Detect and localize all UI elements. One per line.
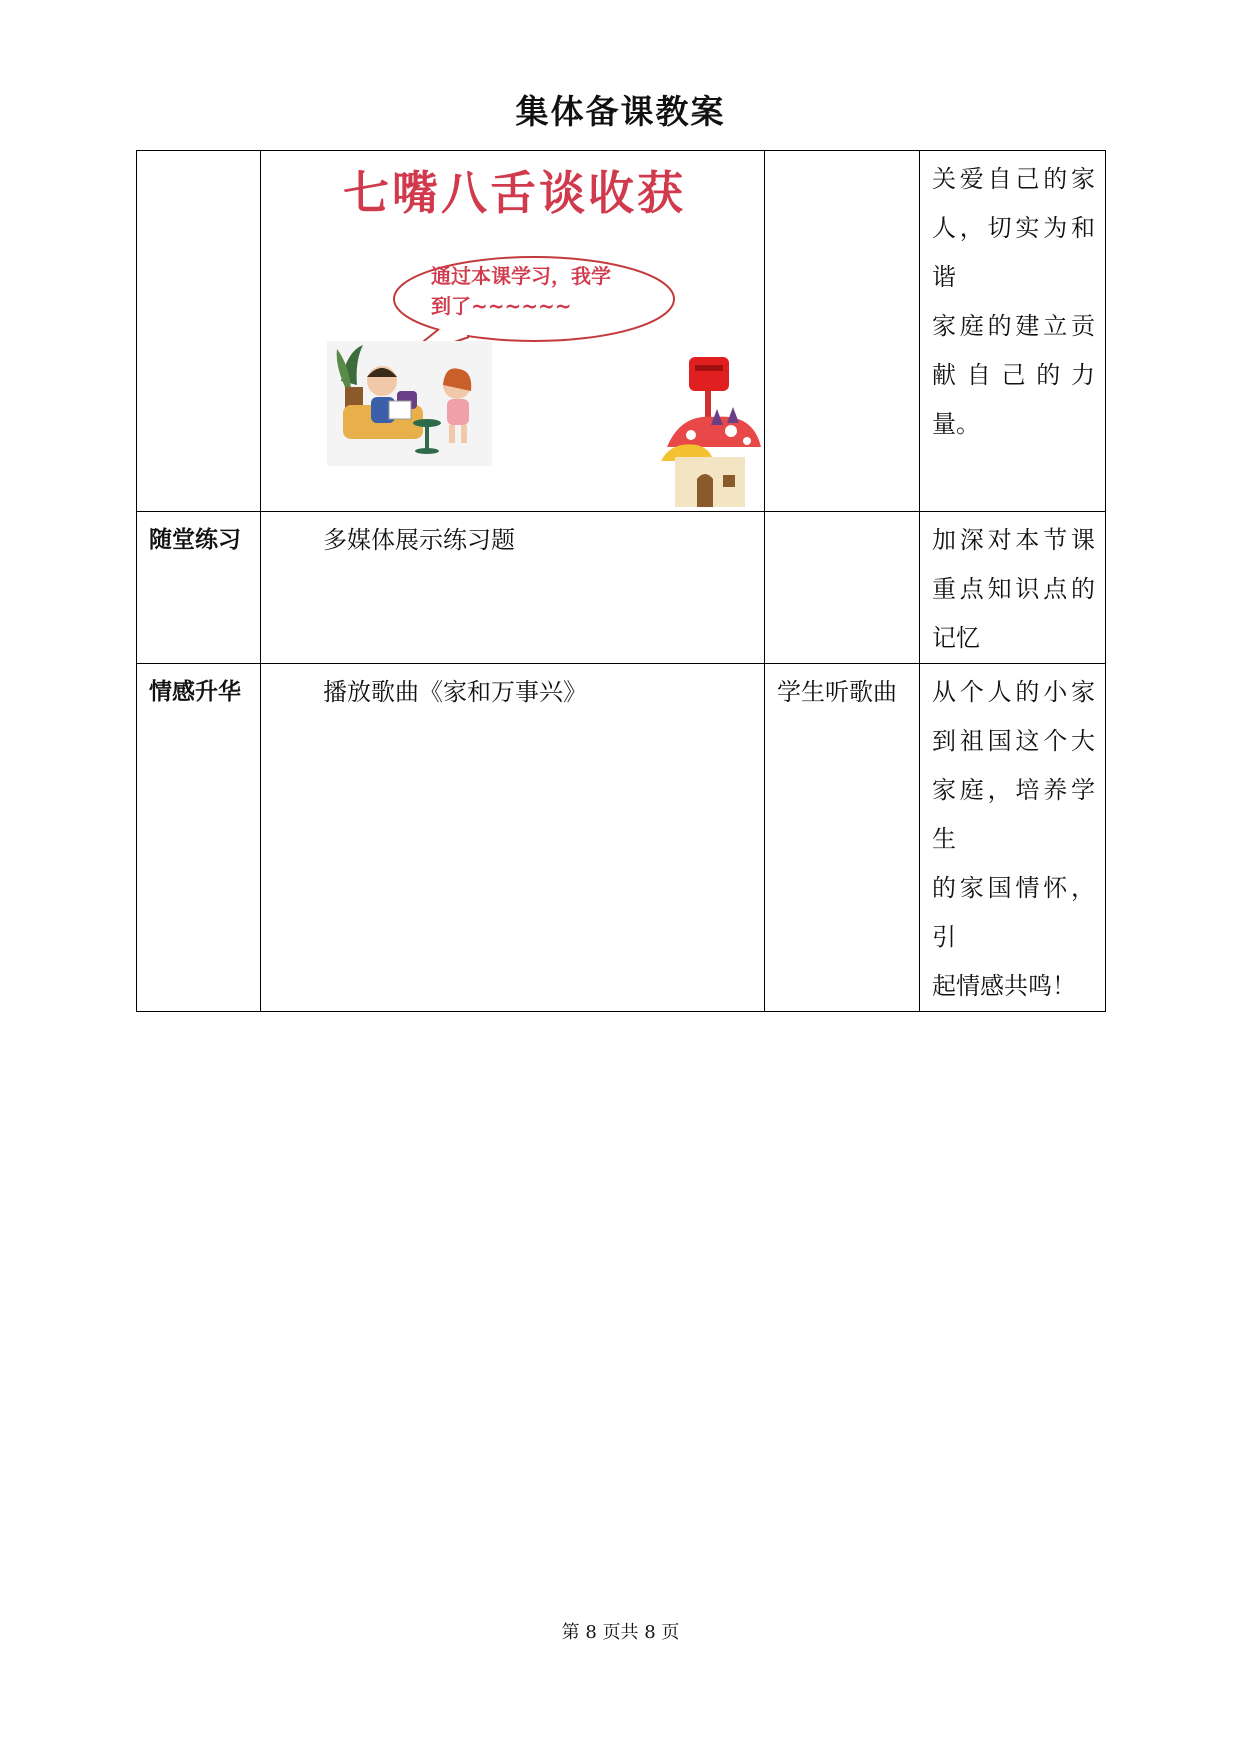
intent-line: 的家国情怀，引 bbox=[932, 874, 1095, 951]
mailbox-mushroom-house-icon bbox=[661, 351, 764, 511]
design-intent bbox=[920, 512, 1106, 664]
slide-cell bbox=[261, 151, 765, 512]
intent-line: 家庭的建立贡 bbox=[932, 312, 1095, 340]
lesson-plan-table bbox=[136, 150, 1106, 1012]
slide-image bbox=[261, 151, 764, 511]
intent-line: 从个人的小家 bbox=[932, 678, 1095, 706]
intent-line: 加深对本节课 bbox=[932, 526, 1095, 554]
table-row bbox=[137, 664, 1106, 1012]
slide-title: 七嘴八舌谈收获 bbox=[343, 166, 686, 220]
row-label bbox=[137, 151, 261, 512]
table-row bbox=[137, 151, 1106, 512]
page-title: 集体备课教案 bbox=[515, 92, 726, 131]
intent-line: 献自己的力量。 bbox=[932, 361, 1095, 438]
table-row bbox=[137, 512, 1106, 664]
bubble-line-2: 到了~~~~~~ bbox=[431, 294, 572, 318]
row-label: 情感升华 bbox=[137, 664, 261, 1012]
page-footer: 第 8 页共 8 页 bbox=[561, 1622, 680, 1643]
intent-line: 起情感共鸣！ bbox=[932, 972, 1076, 1000]
family-illustration-icon bbox=[327, 341, 492, 466]
bubble-text bbox=[431, 261, 651, 321]
intent-line: 关爱自己的家 bbox=[932, 165, 1095, 193]
design-intent bbox=[920, 151, 1106, 512]
bubble-line-1: 通过本课学习，我学 bbox=[431, 264, 611, 288]
intent-line: 家庭，培养学生 bbox=[932, 776, 1095, 853]
intent-line: 人，切实为和谐 bbox=[932, 214, 1095, 291]
student-activity bbox=[765, 151, 920, 512]
design-intent bbox=[920, 664, 1106, 1012]
intent-line: 重点知识点的 bbox=[932, 575, 1095, 603]
intent-line: 记忆 bbox=[932, 624, 980, 652]
teacher-activity: 播放歌曲《家和万事兴》 bbox=[261, 664, 765, 1012]
student-activity: 学生听歌曲 bbox=[765, 664, 920, 1012]
student-activity bbox=[765, 512, 920, 664]
row-label: 随堂练习 bbox=[137, 512, 261, 664]
intent-line: 到祖国这个大 bbox=[932, 727, 1095, 755]
teacher-activity: 多媒体展示练习题 bbox=[261, 512, 765, 664]
